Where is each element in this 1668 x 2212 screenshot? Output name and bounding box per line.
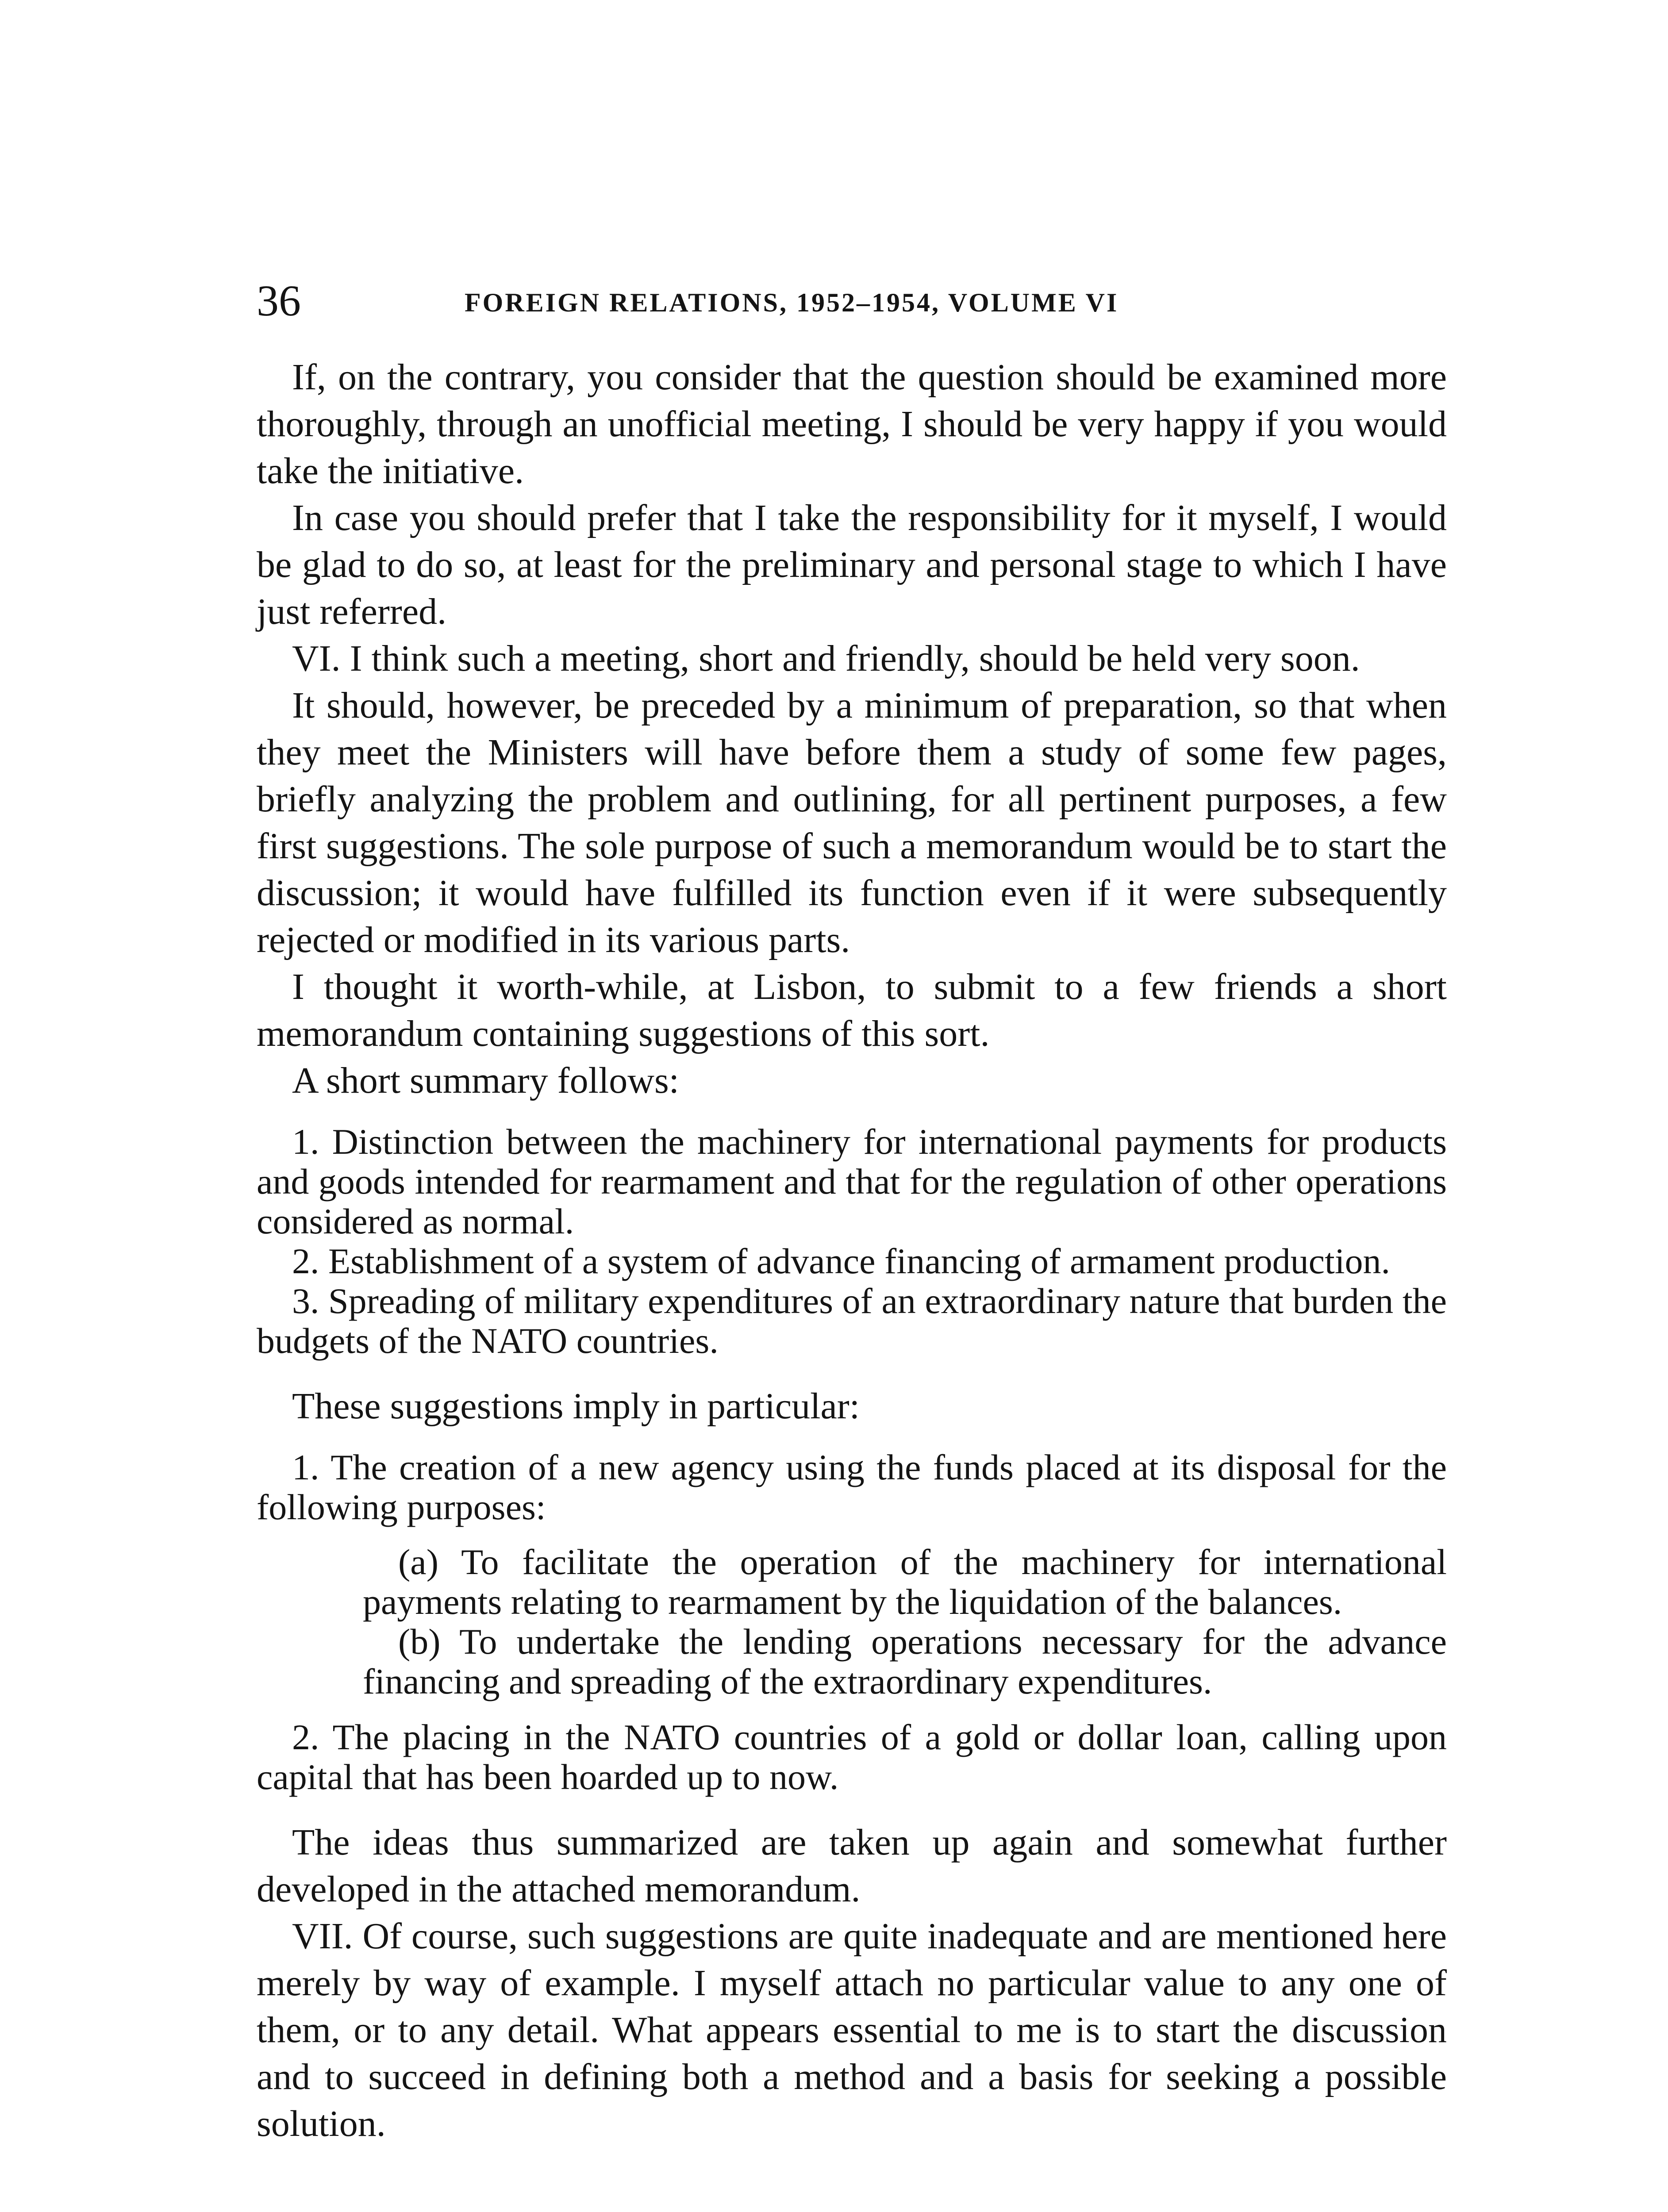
paragraph-7: These suggestions imply in particular: xyxy=(292,1386,860,1427)
implications-list xyxy=(257,1448,1447,1527)
sub-list-item: (b) To undertake the lending operations necessary for the advance financing and spreading of the extraordinary expenditures. xyxy=(363,1621,1447,1701)
paragraph-2: In case you should prefer that I take the responsibility for it myself, I would be glad to do so, at least for the preliminary and personal stage to which I have just referred. xyxy=(257,497,1447,632)
list-item: 1. Distinction between the machinery for international payments for products and goods intended for rearmament and that for the regulation of other operations considered as normal. xyxy=(257,1121,1447,1241)
list-item: 2. Establishment of a system of advance financing of armament production. xyxy=(292,1241,1391,1281)
body-text xyxy=(257,354,1447,2147)
paragraph-3: VI. I think such a meeting, short and friendly, should be held very soon. xyxy=(292,638,1360,679)
paragraph-4: It should, however, be preceded by a minimum of preparation, so that when they meet the Ministers will have before them a study of some few pages, briefly analyzing the problem and outlining, for all pertinent purposes, a few first suggestions. The sole purpose of such a memorandum would be to start the discussion; it would have fulfilled its function even if it were subsequently rejected or modified in its various parts. xyxy=(257,685,1447,960)
paragraph-9: VII. Of course, such suggestions are quite inadequate and are mentioned here merely by way of example. I myself attach no particular value to any one of them, or to any detail. What appears essential to me is to start the discussion and to succeed in defining both a method and a basis for seeking a possible solution. xyxy=(257,1916,1447,2144)
implications-sublist xyxy=(257,1542,1447,1701)
sub-list-item: (a) To facilitate the operation of the machinery for international payments relating to rearmament by the liquidation of the balances. xyxy=(363,1542,1447,1622)
list-item: 2. The placing in the NATO countries of a gold or dollar loan, calling upon capital that has been hoarded up to now. xyxy=(257,1717,1447,1797)
paragraph-8: The ideas thus summarized are taken up again and somewhat further developed in the attached memorandum. xyxy=(257,1822,1447,1910)
paragraph-1: If, on the contrary, you consider that the question should be examined more thoroughly, through an unofficial meeting, I should be very happy if you would take the initiative. xyxy=(257,357,1447,492)
summary-list xyxy=(257,1122,1447,1361)
page-number: 36 xyxy=(257,276,301,325)
list-item: 1. The creation of a new agency using the funds placed at its disposal for the following purposes: xyxy=(257,1447,1447,1527)
page-header xyxy=(257,274,1451,332)
running-head: FOREIGN RELATIONS, 1952–1954, VOLUME VI xyxy=(465,288,1119,317)
paragraph-6: A short summary follows: xyxy=(292,1060,679,1101)
implications-list-continued xyxy=(257,1717,1447,1797)
list-item: 3. Spreading of military expenditures of an extraordinary nature that burden the budgets of the NATO countries. xyxy=(257,1281,1447,1361)
paragraph-5: I thought it worth-while, at Lisbon, to submit to a few friends a short memorandum containing suggestions of this sort. xyxy=(257,966,1447,1054)
